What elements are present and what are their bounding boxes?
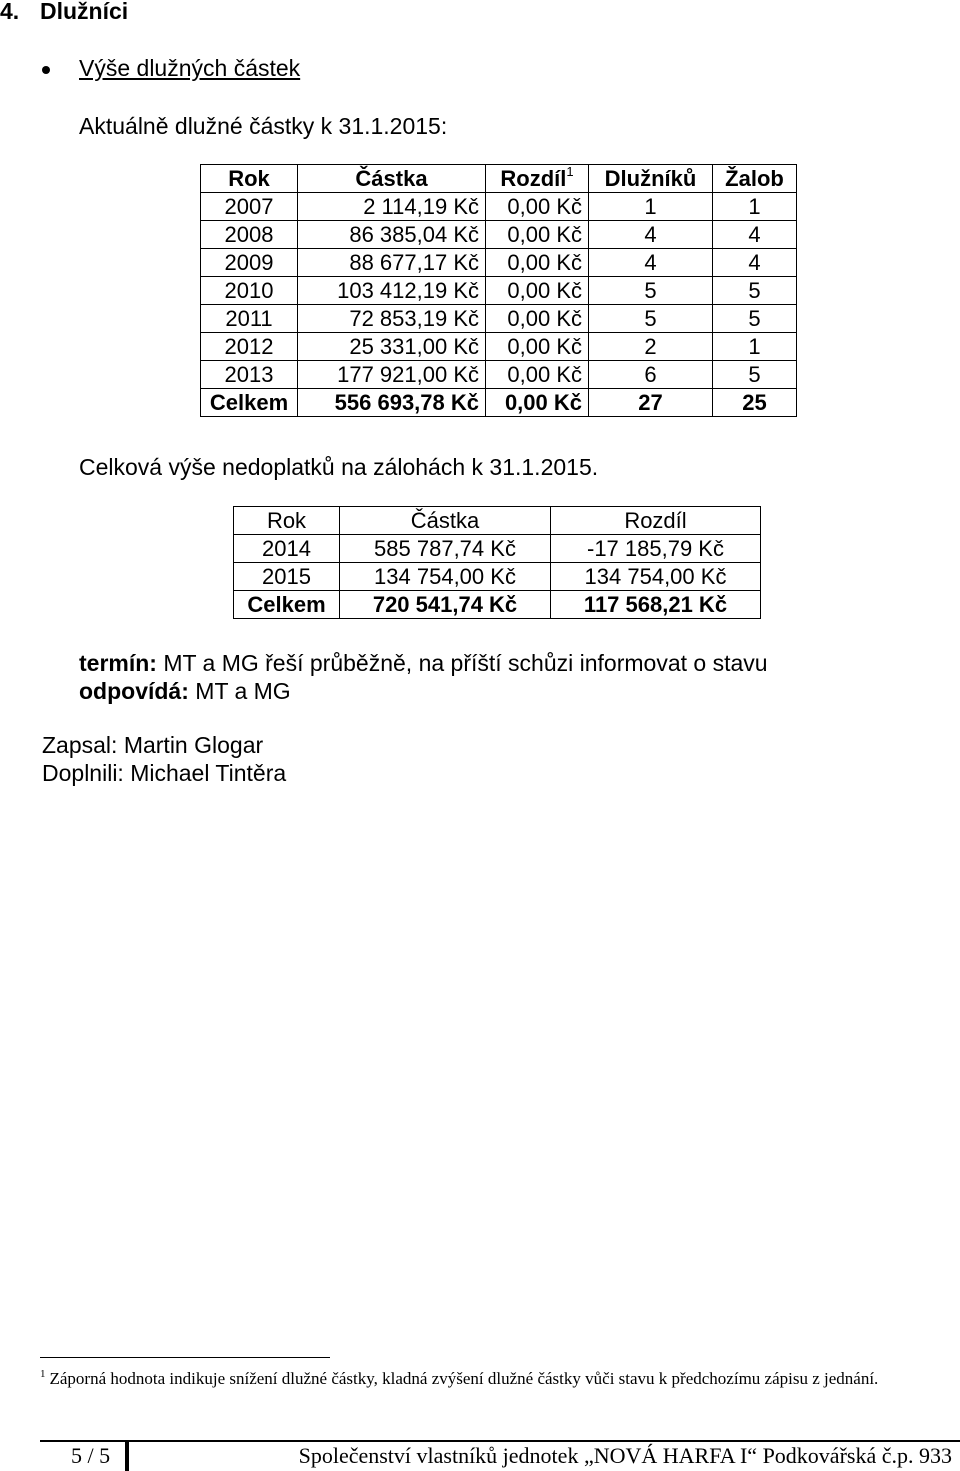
term-text: MT a MG řeší průběžně, na příští schůzi informovat o stavu [156,650,768,676]
recorded-by: Zapsal: Martin Glogar [42,732,264,758]
cell-amount: 585 787,74 Kč [340,535,551,563]
table-total-row [201,389,797,417]
header-cell: Žalob [713,165,797,193]
cell-debtors: 1 [589,193,713,221]
footnote [40,1368,950,1390]
cell-lawsuits: 5 [713,305,797,333]
table-header-row [201,165,797,193]
table-row [201,333,797,361]
cell-total-lawsuits: 25 [713,389,797,417]
cell-year: 2007 [201,193,298,221]
header-cell-label: Rozdíl [500,166,567,191]
cell-debtors: 6 [589,361,713,389]
section-heading [0,0,128,25]
cell-total-difference: 0,00 Kč [486,389,589,417]
cell-amount: 134 754,00 Kč [340,563,551,591]
cell-difference: 0,00 Kč [486,361,589,389]
cell-difference: 0,00 Kč [486,333,589,361]
cell-lawsuits: 1 [713,333,797,361]
footnote-divider [40,1357,330,1358]
section-number: 4. [0,0,20,24]
term-label: termín: [79,650,157,676]
table-row [201,221,797,249]
cell-lawsuits: 1 [713,193,797,221]
section-title: Dlužníci [40,0,129,24]
table-row [201,249,797,277]
cell-difference: 0,00 Kč [486,305,589,333]
cell-total-amount: 556 693,78 Kč [298,389,486,417]
term-line [79,650,768,677]
footer-title: Společenství vlastníků jednotek „NOVÁ HARFA I“ Podkovářská č.p. 933 [298,1443,952,1468]
table-row [234,563,761,591]
header-cell: Rozdíl [551,507,761,535]
cell-debtors: 2 [589,333,713,361]
cell-amount: 86 385,04 Kč [298,221,486,249]
intro-arrears: Celková výše nedoplatků na zálohách k 31.1.2015. [79,454,599,480]
cell-total-difference: 117 568,21 Kč [551,591,761,619]
cell-lawsuits: 4 [713,221,797,249]
header-cell: Rok [201,165,298,193]
cell-total-label: Celkem [234,591,340,619]
cell-amount: 2 114,19 Kč [298,193,486,221]
responsible-text: MT a MG [188,678,291,704]
cell-year: 2012 [201,333,298,361]
page-number: 5 / 5 [71,1443,111,1468]
cell-difference: 134 754,00 Kč [551,563,761,591]
cell-debtors: 4 [589,221,713,249]
cell-year: 2013 [201,361,298,389]
cell-difference: -17 185,79 Kč [551,535,761,563]
cell-year: 2014 [234,535,340,563]
cell-debtors: 5 [589,277,713,305]
cell-debtors: 4 [589,249,713,277]
cell-difference: 0,00 Kč [486,193,589,221]
cell-difference: 0,00 Kč [486,221,589,249]
header-cell: Rok [234,507,340,535]
cell-lawsuits: 5 [713,277,797,305]
responsible-label: odpovídá: [79,678,189,704]
table-row [201,361,797,389]
cell-lawsuits: 5 [713,361,797,389]
table-row [201,305,797,333]
cell-year: 2008 [201,221,298,249]
table-row [201,277,797,305]
table-row [234,535,761,563]
cell-lawsuits: 4 [713,249,797,277]
header-cell: Částka [298,165,486,193]
cell-year: 2010 [201,277,298,305]
cell-year: 2015 [234,563,340,591]
footer-separator [125,1440,129,1471]
table-total-row [234,591,761,619]
cell-amount: 25 331,00 Kč [298,333,486,361]
cell-amount: 103 412,19 Kč [298,277,486,305]
header-cell-difference [486,165,589,193]
cell-total-debtors: 27 [589,389,713,417]
cell-total-label: Celkem [201,389,298,417]
header-cell: Částka [340,507,551,535]
cell-debtors: 5 [589,305,713,333]
table-header-row [234,507,761,535]
intro-current-debts: Aktuálně dlužné částky k 31.1.2015: [79,113,448,139]
footnote-mark: 1 [40,1368,46,1380]
bullet-icon [42,66,50,74]
cell-amount: 177 921,00 Kč [298,361,486,389]
cell-amount: 72 853,19 Kč [298,305,486,333]
footnote-text: Záporná hodnota indikuje snížení dlužné částky, kladná zvýšení dlužné částky vůči stavu k předchozímu zápisu z jednání. [49,1369,879,1388]
footnote-ref: 1 [566,164,574,179]
table-row [201,193,797,221]
bullet-heading: Výše dlužných částek [79,55,301,81]
debts-table [200,164,797,417]
cell-difference: 0,00 Kč [486,277,589,305]
cell-difference: 0,00 Kč [486,249,589,277]
cell-year: 2011 [201,305,298,333]
cell-total-amount: 720 541,74 Kč [340,591,551,619]
cell-amount: 88 677,17 Kč [298,249,486,277]
header-cell: Dlužníků [589,165,713,193]
footer-divider [40,1440,960,1442]
completed-by: Doplnili: Michael Tintěra [42,760,287,786]
responsible-line [79,678,291,705]
cell-year: 2009 [201,249,298,277]
arrears-table [233,506,761,619]
